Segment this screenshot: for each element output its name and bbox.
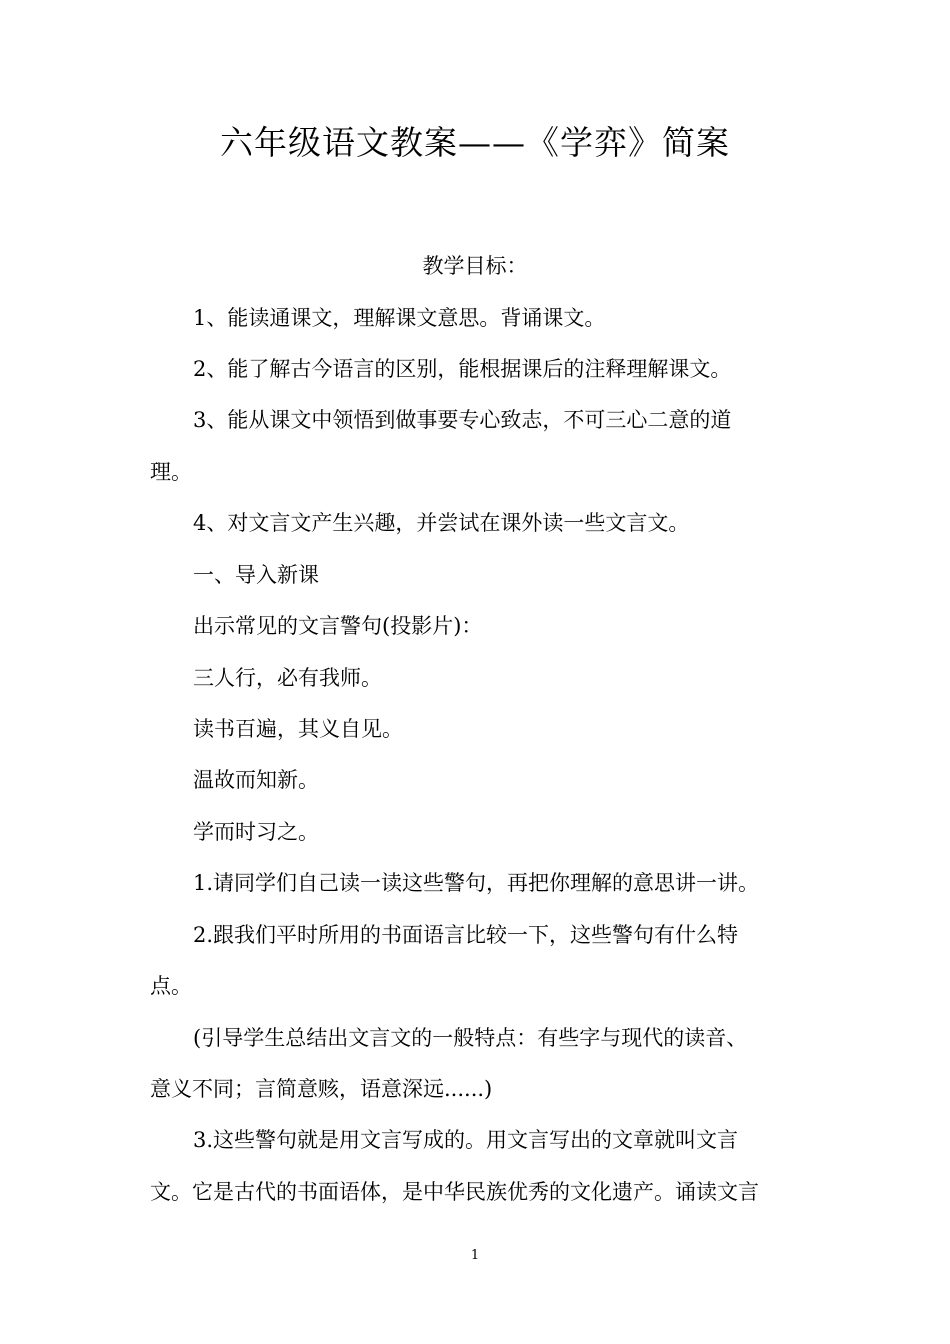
section-heading-intro: 一、导入新课: [193, 563, 319, 587]
step-3: 3.这些警句就是用文言写成的。用文言写出的文章就叫文言: [193, 1128, 739, 1152]
step-2: 2.跟我们平时所用的书面语言比较一下，这些警句有什么特: [193, 923, 739, 947]
document-title: 六年级语文教案——《学弈》简案: [220, 123, 730, 162]
objective-item-4: 4、对文言文产生兴趣，并尝试在课外读一些文言文。: [193, 511, 690, 535]
objective-item-3-continuation: 理。: [150, 460, 192, 484]
step-1: 1.请同学们自己读一读这些警句，再把你理解的意思讲一讲。: [193, 871, 760, 895]
step-3-continuation: 文。它是古代的书面语体，是中华民族优秀的文化遗产。诵读文言: [150, 1180, 759, 1204]
quote-line-3: 温故而知新。: [193, 768, 319, 792]
objective-item-3: 3、能从课文中领悟到做事要专心致志，不可三心二意的道: [193, 408, 732, 432]
objective-item-1: 1、能读通课文，理解课文意思。背诵课文。: [193, 306, 606, 330]
quote-line-2: 读书百遍，其义自见。: [193, 717, 403, 741]
quote-line-4: 学而时习之。: [193, 820, 319, 844]
page-number: 1: [470, 1248, 480, 1263]
quote-line-1: 三人行，必有我师。: [193, 666, 382, 690]
objectives-heading: 教学目标：: [422, 254, 528, 278]
guidance-note-continuation: 意义不同；言简意赅，语意深远......): [150, 1077, 493, 1101]
objective-item-2: 2、能了解古今语言的区别，能根据课后的注释理解课文。: [193, 357, 732, 381]
step-2-continuation: 点。: [150, 974, 192, 998]
guidance-note: (引导学生总结出文言文的一般特点：有些字与现代的读音、: [193, 1026, 748, 1050]
intro-paragraph: 出示常见的文言警句(投影片)：: [193, 614, 483, 638]
